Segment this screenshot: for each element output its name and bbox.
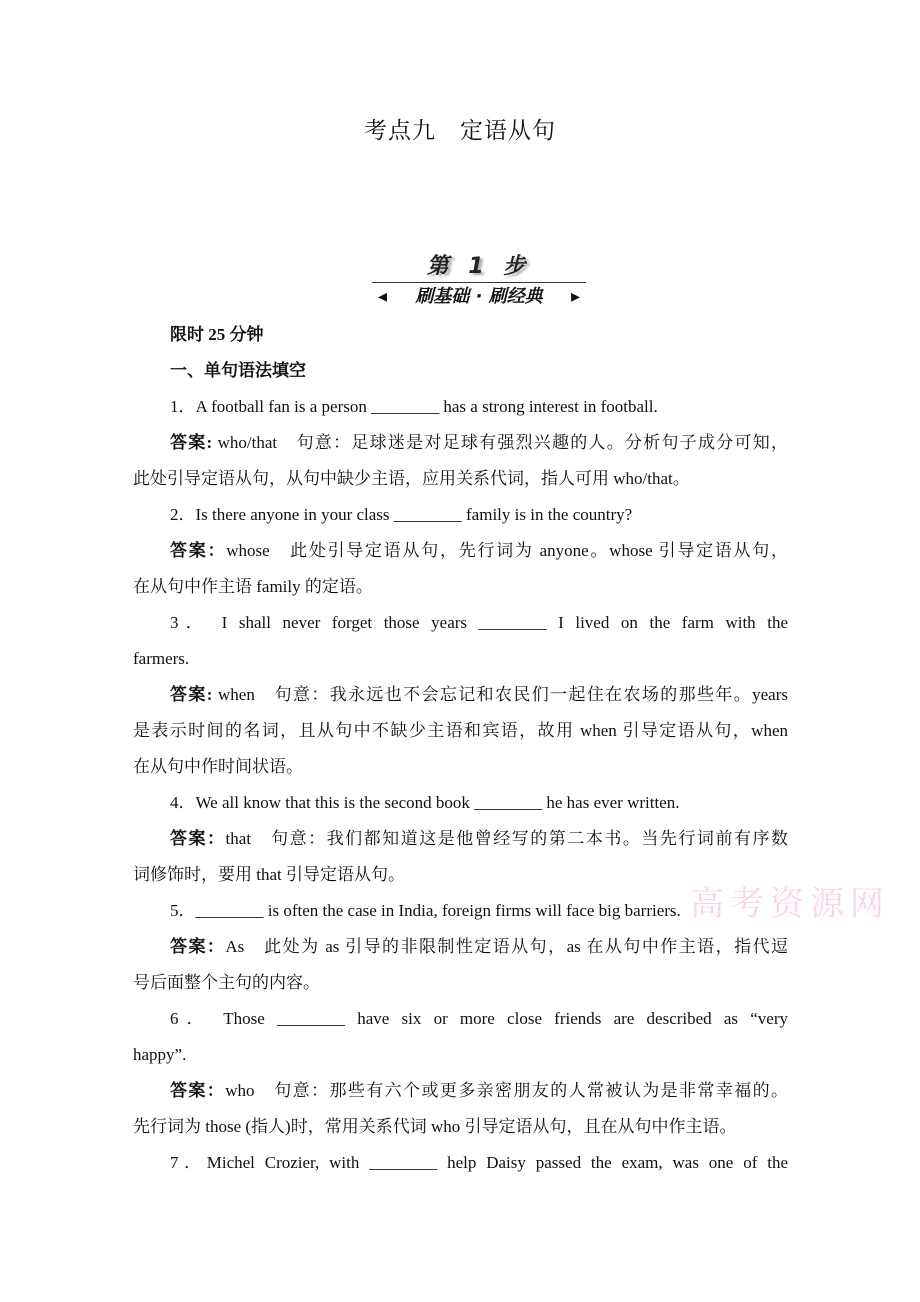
- text-line: [133, 389, 788, 425]
- line-text: 号后面整个主句的内容。: [133, 973, 320, 992]
- text-line: [133, 965, 788, 1001]
- line-text: 是表示时间的名词，且从句中不缺少主语和宾语，故用 when 引导定语从句，when: [133, 721, 788, 740]
- line-text: 此处引导定语从句，从句中缺少主语，应用关系代词，指人可用 who/that。: [133, 469, 690, 488]
- step-badge: [372, 252, 586, 311]
- text-line: [133, 605, 788, 641]
- line-text: whose 此处引导定语从句，先行词为 anyone。whose 引导定语从句，: [226, 541, 788, 560]
- line-text: 在从句中作时间状语。: [133, 757, 303, 776]
- line-text: who 句意：那些有六个或更多亲密朋友的人常被认为是非常幸福的。: [225, 1081, 788, 1100]
- answer-label: 答案：: [170, 1081, 226, 1100]
- answer-label: 答案:: [170, 433, 213, 452]
- line-text: As 此处为 as 引导的非限制性定语从句，as 在从句中作主语，指代逗: [225, 937, 788, 956]
- watermark: 高考资源网: [690, 884, 890, 924]
- document-body: [133, 317, 788, 1181]
- text-line: [133, 461, 788, 497]
- line-text: 在从句中作主语 family 的定语。: [133, 577, 373, 596]
- line-text: 先行词为 those (指人)时，常用关系代词 who 引导定语从句，且在从句中作主语。: [133, 1117, 737, 1136]
- line-text: when 句意：我永远也不会忘记和农民们一起住在农场的那些年。years: [212, 685, 788, 704]
- text-line: [133, 785, 788, 821]
- left-arrow-icon: ◂: [378, 286, 388, 307]
- answer-label: 答案：: [170, 937, 226, 956]
- line-text: 词修饰时，要用 that 引导定语从句。: [133, 865, 405, 884]
- text-line: [133, 569, 788, 605]
- line-text: 1．A football fan is a person ________ has a strong interest in football.: [170, 397, 658, 416]
- text-line: [133, 1145, 788, 1181]
- text-line: [133, 1073, 788, 1109]
- line-text: 5．________ is often the case in India, foreign firms will face big barriers.: [170, 901, 681, 920]
- line-text: who/that 句意：足球迷是对足球有强烈兴趣的人。分析句子成分可知，: [212, 433, 788, 452]
- right-arrow-icon: ▸: [570, 286, 580, 307]
- line-text: farmers.: [133, 649, 190, 668]
- time-limit: 限时 25 分钟: [170, 325, 264, 344]
- text-line: [133, 497, 788, 533]
- line-text: 4．We all know that this is the second book ________ he has ever written.: [170, 793, 680, 812]
- line-text: happy”.: [133, 1045, 187, 1064]
- answer-label: 答案：: [170, 829, 226, 848]
- line-text: 3． I shall never forget those years ________ I lived on the farm with the: [170, 613, 788, 632]
- subtitle-text: 刷基础 · 刷经典: [415, 286, 543, 307]
- text-line: [133, 1037, 788, 1073]
- step-subtitle: [372, 283, 586, 311]
- text-line: [133, 533, 788, 569]
- text-line: [133, 677, 788, 713]
- line-text: 7．Michel Crozier, with ________ help Daisy passed the exam, was one of the: [170, 1153, 788, 1172]
- line-text: that 句意：我们都知道这是他曾经写的第二本书。当先行词前有序数: [225, 829, 788, 848]
- text-line: [133, 425, 788, 461]
- answer-label: 答案：: [170, 541, 227, 560]
- text-line: [133, 749, 788, 785]
- text-line: [133, 1109, 788, 1145]
- text-line: [133, 713, 788, 749]
- line-text: 2．Is there anyone in your class ________ family is in the country?: [170, 505, 633, 524]
- text-line: [133, 1001, 788, 1037]
- step-label: 第 1 步: [426, 254, 532, 279]
- section-heading: 一、单句语法填空: [170, 361, 306, 380]
- line-text: 6． Those ________ have six or more close friends are described as “very: [170, 1009, 788, 1028]
- text-line: [133, 929, 788, 965]
- answer-label: 答案:: [170, 685, 213, 704]
- page-title: 考点九 定语从句: [364, 118, 556, 143]
- text-line: [133, 641, 788, 677]
- text-line: [133, 821, 788, 857]
